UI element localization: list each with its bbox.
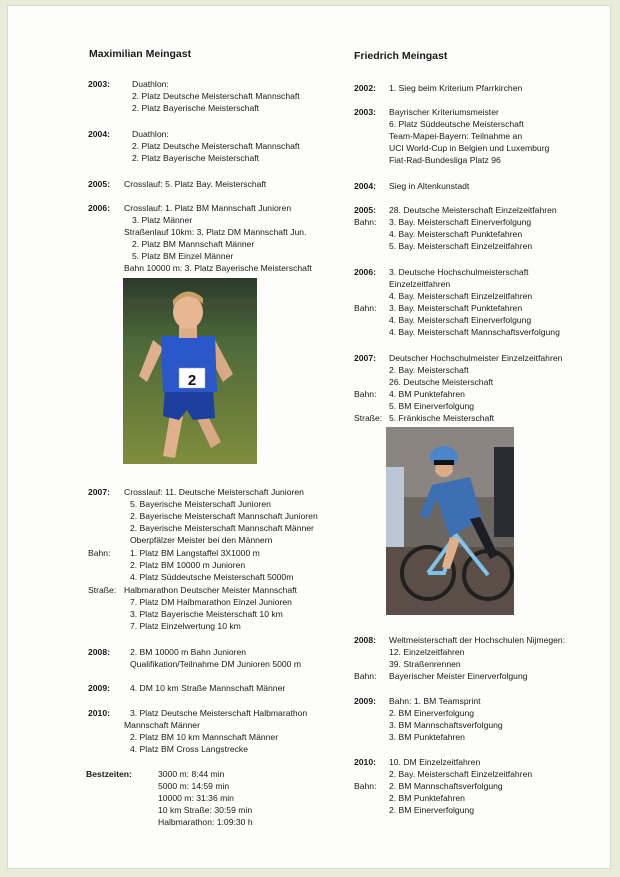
entry-line: Oberpfälzer Meister bei den Männern <box>130 535 273 545</box>
entry-year: 2010: <box>88 708 110 718</box>
entry-line: Halbmarathon Deutscher Meister Mannschaft <box>124 585 297 595</box>
entry-line: 3. Platz Deutsche Meisterschaft Halbmarathon <box>130 708 308 718</box>
entry-line: 2. Platz Bayerische Meisterschaft <box>132 153 260 163</box>
entry-line: 3. BM Punktefahren <box>389 732 465 742</box>
entry-line: Crosslauf: 5. Platz Bay. Meisterschaft <box>124 179 267 189</box>
bestzeit-line: 5000 m: 14:59 min <box>158 781 230 791</box>
entry-line: 2. BM 10000 m Bahn Junioren <box>130 647 247 657</box>
bestzeiten-label: Bestzeiten: <box>86 769 132 779</box>
entry-label: Bahn: <box>354 389 377 399</box>
entry-label: Bahn: <box>354 781 377 791</box>
entry-line: 5. BM Einerverfolgung <box>389 401 475 411</box>
entry-line: 2. Bayerische Meisterschaft Mannschaft Junioren <box>130 511 318 521</box>
entry-line: 5. Bayerische Meisterschaft Junioren <box>130 499 271 509</box>
entry-line: 5. Bay. Meisterschaft Einzelzeitfahren <box>389 241 533 251</box>
entry-year: 2009: <box>88 683 110 693</box>
entry-line: 4. Bay. Meisterschaft Mannschaftsverfolgung <box>389 327 560 337</box>
entry-line: Straßenlauf 10km: 3. Platz DM Mannschaft Jun. <box>124 227 307 237</box>
entry-year: 2007: <box>88 487 110 497</box>
entry-line: 2. BM Mannschaftsverfolgung <box>389 781 503 791</box>
entry-line: Qualifikation/Teilnahme DM Junioren 5000 m <box>130 659 302 669</box>
entry-year: 2003: <box>88 79 110 89</box>
entry-line: 2. BM Einerverfolgung <box>389 805 475 815</box>
entry-line: 2. BM Punktefahren <box>389 793 465 803</box>
entry-line: 6. Platz Süddeutsche Meisterschaft <box>389 119 524 129</box>
entry-line: Bahn: 1. BM Teamsprint <box>389 696 481 706</box>
entry-line: 5. Fränkische Meisterschaft <box>389 413 495 423</box>
entry-line: 2. BM Einerverfolgung <box>389 708 475 718</box>
entry-line: 4. BM Punktefahren <box>389 389 465 399</box>
entry-line: 4. Bay. Meisterschaft Punktefahren <box>389 229 523 239</box>
cyclist-photo <box>386 427 514 615</box>
entry-line: 2. Bay. Meisterschaft Einzelzeitfahren <box>389 769 533 779</box>
entry-line: 4. Bay. Meisterschaft Einzelzeitfahren <box>389 291 533 301</box>
entry-line: 26. Deutsche Meisterschaft <box>389 377 494 387</box>
entry-line: 1. Platz BM Langstaffel 3X1000 m <box>130 548 260 558</box>
entry-line: 7. Platz DM Halbmarathon Einzel Junioren <box>130 597 292 607</box>
entry-line: 3. Bay. Meisterschaft Punktefahren <box>389 303 523 313</box>
entry-line: 7. Platz Einzelwertung 10 km <box>130 621 241 631</box>
entry-label: Bahn: <box>354 671 377 681</box>
entry-year: 2008: <box>88 647 110 657</box>
entry-line: 2. Bay. Meisterschaft <box>389 365 469 375</box>
entry-line: 3. Platz Männer <box>132 215 193 225</box>
entry-line: 2. Platz BM 10 km Mannschaft Männer <box>130 732 279 742</box>
entry-label: Straße: <box>88 585 117 595</box>
athlete-name-maximilian: Maximilian Meingast <box>89 48 192 60</box>
entry-line: 3. Deutsche Hochschulmeisterschaft <box>389 267 529 277</box>
bestzeit-line: Halbmarathon: 1:09:30 h <box>158 817 253 827</box>
entry-line: 12. Einzelzeitfahren <box>389 647 465 657</box>
entry-line: 3. BM Mannschaftsverfolgung <box>389 720 503 730</box>
entry-line: 2. Platz Deutsche Meisterschaft Mannschaft <box>132 141 300 151</box>
entry-line: Crosslauf: 11. Deutsche Meisterschaft Junioren <box>124 487 304 497</box>
entry-line: 2. Bayerische Meisterschaft Mannschaft Männer <box>130 523 314 533</box>
entry-label: Bahn: <box>354 303 377 313</box>
athlete-name-friedrich: Friedrich Meingast <box>354 50 448 62</box>
entry-line: Crosslauf: 1. Platz BM Mannschaft Junioren <box>124 203 292 213</box>
entry-line: 2. Platz Bayerische Meisterschaft <box>132 103 260 113</box>
entry-line: 39. Straßenrennen <box>389 659 461 669</box>
entry-line: Bayrischer Kriteriumsmeister <box>389 107 499 117</box>
entry-line: Deutscher Hochschulmeister Einzelzeitfahren <box>389 353 563 363</box>
entry-year: 2007: <box>354 353 376 363</box>
entry-line: 2. Platz BM Mannschaft Männer <box>132 239 255 249</box>
runner-photo <box>123 278 257 464</box>
runner-image <box>123 278 257 464</box>
entry-year: 2004: <box>354 181 376 191</box>
entry-year: 2009: <box>354 696 376 706</box>
entry-line: 1. Sieg beim Kriterium Pfarrkirchen <box>389 83 523 93</box>
entry-line: 28. Deutsche Meisterschaft Einzelzeitfahren <box>389 205 557 215</box>
entry-year: 2003: <box>354 107 376 117</box>
entry-year: 2002: <box>354 83 376 93</box>
entry-year: 2008: <box>354 635 376 645</box>
entry-line: Bayerischer Meister Einerverfolgung <box>389 671 528 681</box>
entry-line: Bahn 10000 m: 3. Platz Bayerische Meisterschaft <box>124 263 312 273</box>
bestzeit-line: 10 km Straße: 30:59 min <box>158 805 253 815</box>
entry-line: 3. Platz Bayerische Meisterschaft 10 km <box>130 609 283 619</box>
entry-line: Sieg in Altenkunstadt <box>389 181 470 191</box>
entry-label: Straße: <box>354 413 383 423</box>
entry-line: 4. Platz BM Cross Langstrecke <box>130 744 248 754</box>
cyclist-image <box>386 427 514 615</box>
entry-line: Duathlon: <box>132 129 169 139</box>
entry-line: UCI World-Cup in Belgien und Luxemburg <box>389 143 550 153</box>
entry-line: Weltmeisterschaft der Hochschulen Nijmegen: <box>389 635 566 645</box>
entry-line: 2. Platz Deutsche Meisterschaft Mannschaft <box>132 91 300 101</box>
entry-line: Mannschaft Männer <box>124 720 200 730</box>
entry-label: Bahn: <box>354 217 377 227</box>
entry-line: 4. DM 10 km Straße Mannschaft Männer <box>130 683 286 693</box>
document-page <box>8 6 610 868</box>
entry-line: Fiat-Rad-Bundesliga Platz 96 <box>389 155 501 165</box>
entry-line: 5. Platz BM Einzel Männer <box>132 251 234 261</box>
bestzeit-line: 10000 m: 31:36 min <box>158 793 234 803</box>
entry-year: 2006: <box>354 267 376 277</box>
entry-line: 2. Platz BM 10000 m Junioren <box>130 560 246 570</box>
entry-year: 2010: <box>354 757 376 767</box>
entry-line: 4. Platz Süddeutsche Meisterschaft 5000m <box>130 572 294 582</box>
entry-year: 2006: <box>88 203 110 213</box>
entry-line: 3. Bay. Meisterschaft Einerverfolgung <box>389 217 532 227</box>
entry-line: Einzelzeitfahren <box>389 279 451 289</box>
entry-year: 2005: <box>354 205 376 215</box>
entry-line: Team-Mapei-Bayern: Teilnahme an <box>389 131 523 141</box>
entry-label: Bahn: <box>88 548 111 558</box>
bestzeit-line: 3000 m: 8:44 min <box>158 769 225 779</box>
entry-year: 2004: <box>88 129 110 139</box>
entry-year: 2005: <box>88 179 110 189</box>
entry-line: Duathlon: <box>132 79 169 89</box>
entry-line: 4. Bay. Meisterschaft Einerverfolgung <box>389 315 532 325</box>
runner-bib-number: 2 <box>187 372 197 389</box>
entry-line: 10. DM Einzelzeitfahren <box>389 757 481 767</box>
